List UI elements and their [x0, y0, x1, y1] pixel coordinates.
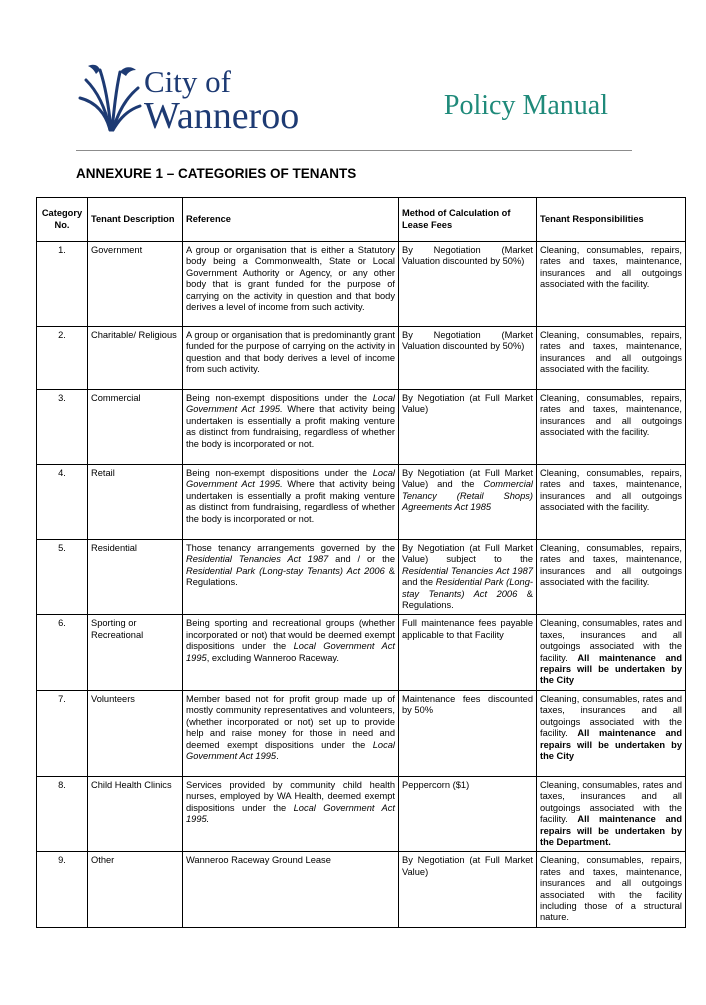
text-run: By Negotiation (Market Valuation discounted by 50%)	[402, 330, 533, 352]
policy-manual-title: Policy Manual	[443, 90, 608, 121]
tenant-responsibilities-cell	[537, 776, 686, 851]
tenant-description: Residential	[88, 540, 183, 615]
tenant-responsibilities-cell	[537, 390, 686, 465]
text-run: & Regulations.	[186, 565, 395, 588]
reference-cell	[183, 327, 399, 390]
category-number: 7.	[37, 690, 88, 776]
text-run: By Negotiation (Market Valuation discounted by 50%)	[402, 245, 533, 267]
text-run: and the	[402, 577, 436, 588]
text-run: Residential Park (Long-stay Tenants) Act 2006	[402, 577, 533, 599]
category-number: 4.	[37, 465, 88, 540]
table-row	[37, 852, 686, 928]
text-run: & Regulations.	[402, 588, 533, 611]
text-run: Local Government Act 1995	[186, 641, 395, 663]
text-run: Local Government Act 1995	[186, 739, 395, 761]
text-run: Cleaning, consumables, rates and taxes, insurances and all outgoings associated with the facility.	[540, 618, 682, 663]
text-run: Cleaning, consumables, rates and taxes, insurances and all outgoings associated with the facility.	[540, 693, 682, 739]
tenant-responsibilities-cell	[537, 540, 686, 615]
lease-fee-method-cell	[399, 615, 537, 690]
text-run: Those tenancy arrangements governed by the	[186, 543, 395, 553]
tenant-description: Volunteers	[88, 690, 183, 776]
reference-cell	[183, 615, 399, 690]
table-row	[37, 776, 686, 851]
tenant-description: Other	[88, 852, 183, 928]
table-row	[37, 327, 686, 390]
text-run: Residential Tenancies Act 1987	[186, 554, 329, 565]
text-run: A group or organisation that is predominantly grant funded for the purpose of carrying on the activity in question and that body derives a level of income from such activity.	[186, 330, 395, 375]
wanneroo-emblem-icon	[76, 64, 142, 134]
text-run: Where that activity being undertaken is essentially a profit making venture as distinct from fundraising, regardless of whether the body is incorporated or not.	[186, 479, 395, 524]
reference-cell	[183, 390, 399, 465]
header-method-of-calculation: Method of Calculation of Lease Fees	[399, 198, 537, 242]
table-row	[37, 690, 686, 776]
table-row	[37, 242, 686, 327]
lease-fee-method-cell	[399, 390, 537, 465]
lease-fee-method-cell	[399, 776, 537, 851]
lease-fee-method-cell	[399, 540, 537, 615]
text-run: Being sporting and recreational groups (whether incorporated or not) that would be deemed exempt dispositions under the	[186, 618, 395, 652]
category-number: 2.	[37, 327, 88, 390]
reference-cell	[183, 690, 399, 776]
annexure-heading: ANNEXURE 1 – CATEGORIES OF TENANTS	[76, 166, 357, 181]
text-run: Residential Tenancies Act 1987	[402, 565, 533, 576]
reference-cell	[183, 852, 399, 928]
tenant-responsibilities-cell	[537, 242, 686, 327]
text-run: .	[276, 750, 279, 761]
lease-fee-method-cell	[399, 690, 537, 776]
text-run: Peppercorn ($1)	[402, 779, 470, 790]
tenant-description: Government	[88, 242, 183, 327]
header-category-no: Category No.	[37, 198, 88, 242]
reference-cell	[183, 242, 399, 327]
table-row	[37, 540, 686, 615]
text-run: Full maintenance fees payable applicable to that Facility	[402, 618, 533, 640]
text-run: By Negotiation (at Full Market Value) subject to the	[402, 543, 533, 565]
text-run: Being non-exempt dispositions under the	[186, 468, 373, 478]
text-run: All maintenance and repairs will be undertaken by the Department.	[540, 814, 682, 847]
category-number: 8.	[37, 776, 88, 851]
table-row	[37, 615, 686, 690]
category-number: 1.	[37, 242, 88, 327]
reference-cell	[183, 465, 399, 540]
text-run: Local Government Act 1995.	[186, 802, 395, 825]
category-number: 3.	[37, 390, 88, 465]
table-row	[37, 390, 686, 465]
text-run: Cleaning, consumables, repairs, rates and taxes, maintenance, insurances and all outgoings associated with the facility including those of a structural nature.	[540, 855, 682, 923]
header-tenant-description: Tenant Description	[88, 198, 183, 242]
header-divider	[76, 150, 632, 151]
tenant-responsibilities-cell	[537, 690, 686, 776]
header-reference: Reference	[183, 198, 399, 242]
table-header-row	[37, 198, 686, 242]
text-run: Maintenance fees discounted by 50%	[402, 693, 533, 716]
city-logo	[76, 60, 326, 138]
text-run: By Negotiation (at Full Market Value)	[402, 393, 533, 415]
lease-fee-method-cell	[399, 852, 537, 928]
lease-fee-method-cell	[399, 327, 537, 390]
text-run: Being non-exempt dispositions under the	[186, 393, 373, 403]
text-run: A group or organisation that is either a Statutory body being a Commonwealth, State or Local Government Authority or Agency, or any other body that is grant funded for the purpose of carrying on the activity in question and that body derives a level of income from such activity.	[186, 245, 395, 313]
text-run: Local Government Act 1995.	[186, 393, 395, 415]
logo-text-wanneroo: Wanneroo	[144, 95, 300, 137]
reference-cell	[183, 776, 399, 851]
table-row	[37, 465, 686, 540]
header-tenant-responsibilities: Tenant Responsibilities	[537, 198, 686, 242]
lease-fee-method-cell	[399, 465, 537, 540]
category-number: 6.	[37, 615, 88, 690]
text-run: All maintenance and repairs will be undertaken by the City	[540, 728, 682, 761]
tenant-responsibilities-cell	[537, 852, 686, 928]
text-run: Cleaning, consumables, rates and taxes, insurances and all outgoings associated with the facility.	[540, 779, 682, 825]
logo-text-city-of: City of	[144, 64, 231, 99]
tenant-responsibilities-cell	[537, 615, 686, 690]
tenant-description: Sporting or Recreational	[88, 615, 183, 690]
text-run: Cleaning, consumables, repairs, rates and taxes, maintenance, insurances and all outgoings associated with the facility.	[540, 543, 682, 588]
text-run: Cleaning, consumables, repairs, rates and taxes, maintenance, insurances and all outgoings associated with the facility.	[540, 245, 682, 290]
tenant-responsibilities-cell	[537, 465, 686, 540]
text-run: By Negotiation (at Full Market Value) and the	[402, 468, 533, 490]
text-run: By Negotiation (at Full Market Value)	[402, 855, 533, 877]
reference-cell	[183, 540, 399, 615]
tenant-description: Child Health Clinics	[88, 776, 183, 851]
text-run: Residential Park (Long-stay Tenants) Act 2006	[186, 565, 385, 576]
text-run: Cleaning, consumables, repairs, rates and taxes, maintenance, insurances and all outgoings associated with the facility.	[540, 468, 682, 513]
tenant-responsibilities-cell	[537, 327, 686, 390]
text-run: Cleaning, consumables, repairs, rates and taxes, maintenance, insurances and all outgoings associated with the facility.	[540, 330, 682, 375]
text-run: Services provided by community child health nurses, employed by WA Health, deemed exempt dispositions under the	[186, 779, 395, 813]
text-run: Wanneroo Raceway Ground Lease	[186, 855, 331, 866]
text-run: Member based not for profit group made up of mostly community representatives and volunteers, (whether incorporated or not) set up to provide help and raise money for those in need and deemed exempt dispositions under the	[186, 693, 395, 750]
tenant-description: Retail	[88, 465, 183, 540]
tenant-categories-table	[36, 197, 686, 928]
text-run: All maintenance and repairs will be undertaken by the City	[540, 652, 682, 686]
text-run: , excluding Wanneroo Raceway.	[206, 652, 339, 663]
category-number: 5.	[37, 540, 88, 615]
text-run: Cleaning, consumables, repairs, rates and taxes, maintenance, insurances and all outgoings associated with the facility.	[540, 393, 682, 438]
text-run: Local Government Act 1995.	[186, 468, 395, 490]
text-run: Where that activity being undertaken is essentially a profit making venture as distinct from fundraising, regardless of whether the body is incorporated or not.	[186, 404, 395, 449]
text-run: and / or the	[328, 554, 395, 565]
text-run: Commercial Tenancy (Retail Shops) Agreements Act 1985	[402, 479, 533, 513]
lease-fee-method-cell	[399, 242, 537, 327]
tenant-description: Commercial	[88, 390, 183, 465]
tenant-description: Charitable/ Religious	[88, 327, 183, 390]
category-number: 9.	[37, 852, 88, 928]
